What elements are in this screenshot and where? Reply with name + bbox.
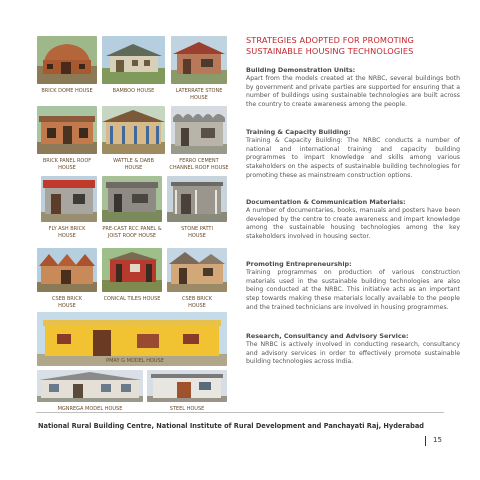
caption-conical-tiles-house: CONICAL TILES HOUSE [103,296,161,302]
section-entrepreneurship [246,260,460,313]
caption-bamboo-house: BAMBOO HOUSE [112,88,155,94]
page-title: STRATEGIES ADOPTED FOR PROMOTING SUSTAINABLE HOUSING TECHNOLOGIES [246,35,414,56]
photo-laterrate-stone-house [171,36,227,84]
page-number: 15 [433,436,442,444]
photo-fly-ash-brick-house [41,176,97,222]
photo-brick-dome-house [37,36,97,84]
caption-cseb-brick-house-1: CSEB BRICK HOUSE [52,296,82,309]
section-body: Apart from the models created at the NRBC, several buildings both by government and private parties are supported for ensuring that a number of buildings using sustainable technologies are built across the country to create awareness among the people. [246,75,460,109]
section-heading: Research, Consultancy and Advisory Service: [246,332,409,340]
caption-cseb-brick-house-2: CSEB BRICK HOUSE [182,296,212,309]
footer-text: National Rural Building Centre, National Institute of Rural Development and Panchayati Raj, Hyderabad [38,422,424,430]
photo-cseb-brick-house-2 [167,248,227,292]
photo-stone-patti-house [167,176,227,222]
caption-stone-patti-house: STONE PATTI HOUSE [181,226,213,239]
caption-brick-dome-house: BRICK DOME HOUSE [41,88,93,94]
section-body: The NRBC is actively involved in conducting research, consultancy and advisory services in order to effectively promote sustainable building technologies across India. [246,341,460,366]
section-body: Training programmes on production of various construction materials used in the sustainable building technologies are also being conducted at the NRBC. This initiative acts as an important step towards making these materials locally available to the people and the trained technicians are involved in housing programmes. [246,269,460,311]
photo-brick-panel-roof-house [37,106,97,154]
caption-precast-rcc-house: PRE-CAST RCC PANEL & JOIST ROOF HOUSE [102,226,162,239]
section-body: Training & Capacity Building: The NRBC conducts a number of national and international training and capacity building programmes to impart knowledge and skills among various stakeholders on the aspects of sustainable building technologies for promoting these as mainstream construction options. [246,137,460,179]
section-research [246,332,460,367]
photo-mgnrega-model-house [37,370,143,402]
footer-divider [36,412,444,413]
photo-bamboo-house [102,36,165,84]
section-heading: Documentation & Communication Materials: [246,198,406,206]
caption-steel-house: STEEL HOUSE [169,406,205,412]
photo-conical-tiles-house [102,248,162,292]
photo-precast-rcc-panel-house [102,176,162,222]
caption-mgnrega-model-house: MGNREGA MODEL HOUSE [57,406,123,412]
section-building-demonstration [246,66,460,110]
section-training [246,128,460,181]
section-body: A number of documentaries, books, manuals and posters have been developed by the centre to create awareness and impart knowledge among the sustainable housing technologies among the key stakeholders involved in housing sector. [246,207,460,241]
page-number-bar [425,436,426,446]
section-heading: Promoting Entrepreneurship: [246,260,352,268]
photo-steel-house [147,370,227,402]
photo-ferro-cement-channel-roof-house [171,106,227,154]
photo-cseb-brick-house-1 [37,248,97,292]
caption-wattle-dabb-house: WATTLE & DABB HOUSE [113,158,154,171]
section-heading: Training & Capacity Building: [246,128,351,136]
caption-brick-panel-roof-house: BRICK PANEL ROOF HOUSE [42,158,92,171]
section-documentation [246,198,460,242]
section-heading: Building Demonstration Units: [246,66,356,74]
photo-wattle-dabb-house [102,106,165,154]
caption-ferro-cement-house: FERRO CEMENT CHANNEL ROOF HOUSE [169,158,229,171]
caption-laterrate-stone-house: LATERRATE STONE HOUSE [175,88,223,101]
caption-fly-ash-brick-house: FLY ASH BRICK HOUSE [48,226,86,239]
caption-pmay-g-model-house: PMAY G MODEL HOUSE [106,358,164,364]
